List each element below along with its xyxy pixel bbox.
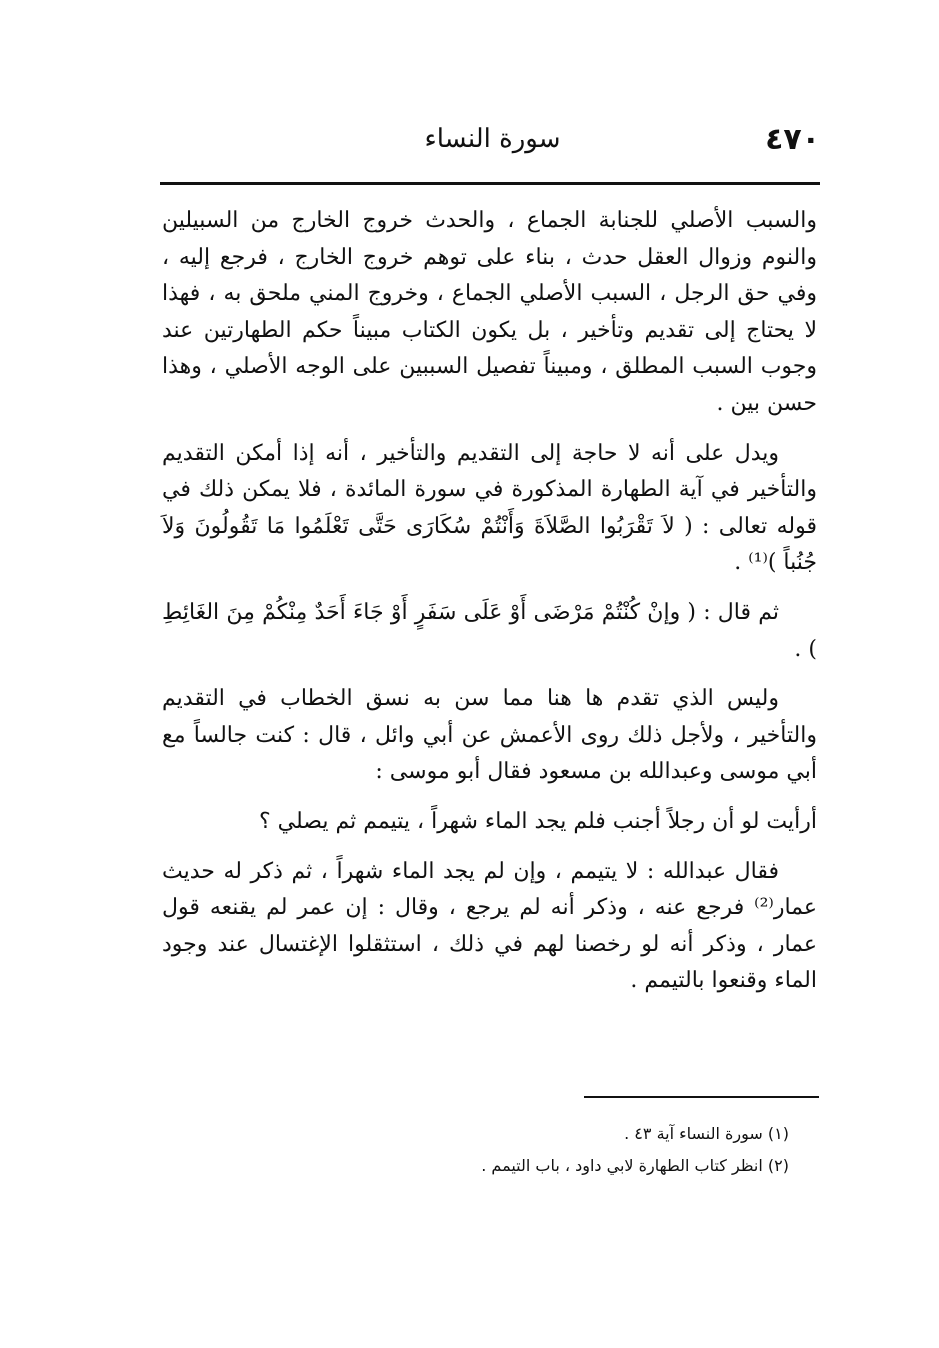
paragraph-2: ويدل على أنه لا حاجة إلى التقديم والتأخير ، أنه إذا أمكن التقديم والتأخير في آية الطهارة المذكورة في سورة المائدة ، فلا يمكن ذلك في قوله تعالى : ( لاَ تَقْرَبُوا الصَّلاَةَ وَأَنْتُمْ سُكَارَى حَتَّى تَعْلَمُوا مَا تَقُولُونَ وَلاَ جُنُباً )⁽¹⁾ . xyxy=(162,440,817,576)
paragraph-4: وليس الذي تقدم ها هنا مما سن به نسق الخطاب في التقديم والتأخير ، ولأجل ذلك روى الأعمش عن أبي وائل ، قال : كنت جالساً مع أبي موسى وعبدالله بن مسعود فقال أبو موسى : xyxy=(162,686,817,785)
footnotes xyxy=(389,1118,789,1182)
paragraph-6: فقال عبدالله : لا يتيمم ، وإن لم يجد الماء شهراً ، ثم ذكر له حديث عمار⁽²⁾ فرجع عنه ، وذكر أنه لم يرجع ، وقال : إن عمر لم يقنعه قول عمار ، وذكر أنه لو رخصنا لهم في ذلك ، استثقلوا الإغتسال عند وجود الماء وقنعوا بالتيمم . xyxy=(162,858,817,994)
page-header xyxy=(165,118,820,168)
page-title: سورة النساء xyxy=(424,124,561,154)
main-text xyxy=(162,203,817,1013)
paragraph-5: أرأيت لو أن رجلاً أجنب فلم يجد الماء شهراً ، يتيمم ثم يصلي ؟ xyxy=(259,808,817,834)
footnote-2: (٢) انظر كتاب الطهارة لابي داود ، باب التيمم . xyxy=(481,1156,789,1175)
paragraph-1: والسبب الأصلي للجنابة الجماع ، والحدث خروج الخارج من السبيلين والنوم وزوال العقل حدث ، بناء على توهم خروج الخارج ، فرجع إليه ، وفي حق الرجل ، السبب الأصلي الجماع ، وخروج المني ملحق به ، فهذا لا يحتاج إلى تقديم وتأخير ، بل يكون الكتاب مبيناً حكم الطهارتين عند وجوب السبب المطلق ، ومبيناً تفصيل السببين على الوجه الأصلي ، وهذا حسن بين . xyxy=(162,208,817,416)
footnote-1: (١) سورة النساء آية ٤٣ . xyxy=(624,1124,789,1143)
page-number: ٤٧٠ xyxy=(765,122,820,157)
footnote-divider xyxy=(584,1096,819,1098)
paragraph-3: ثم قال : ( وإنْ كُنْتُمْ مَرْضَى أَوْ عَلَى سَفَرٍ أَوْ جَاءَ أَحَدٌ مِنْكُمْ مِنَ الغَائِطِ ) . xyxy=(162,599,817,662)
header-divider xyxy=(160,182,820,185)
